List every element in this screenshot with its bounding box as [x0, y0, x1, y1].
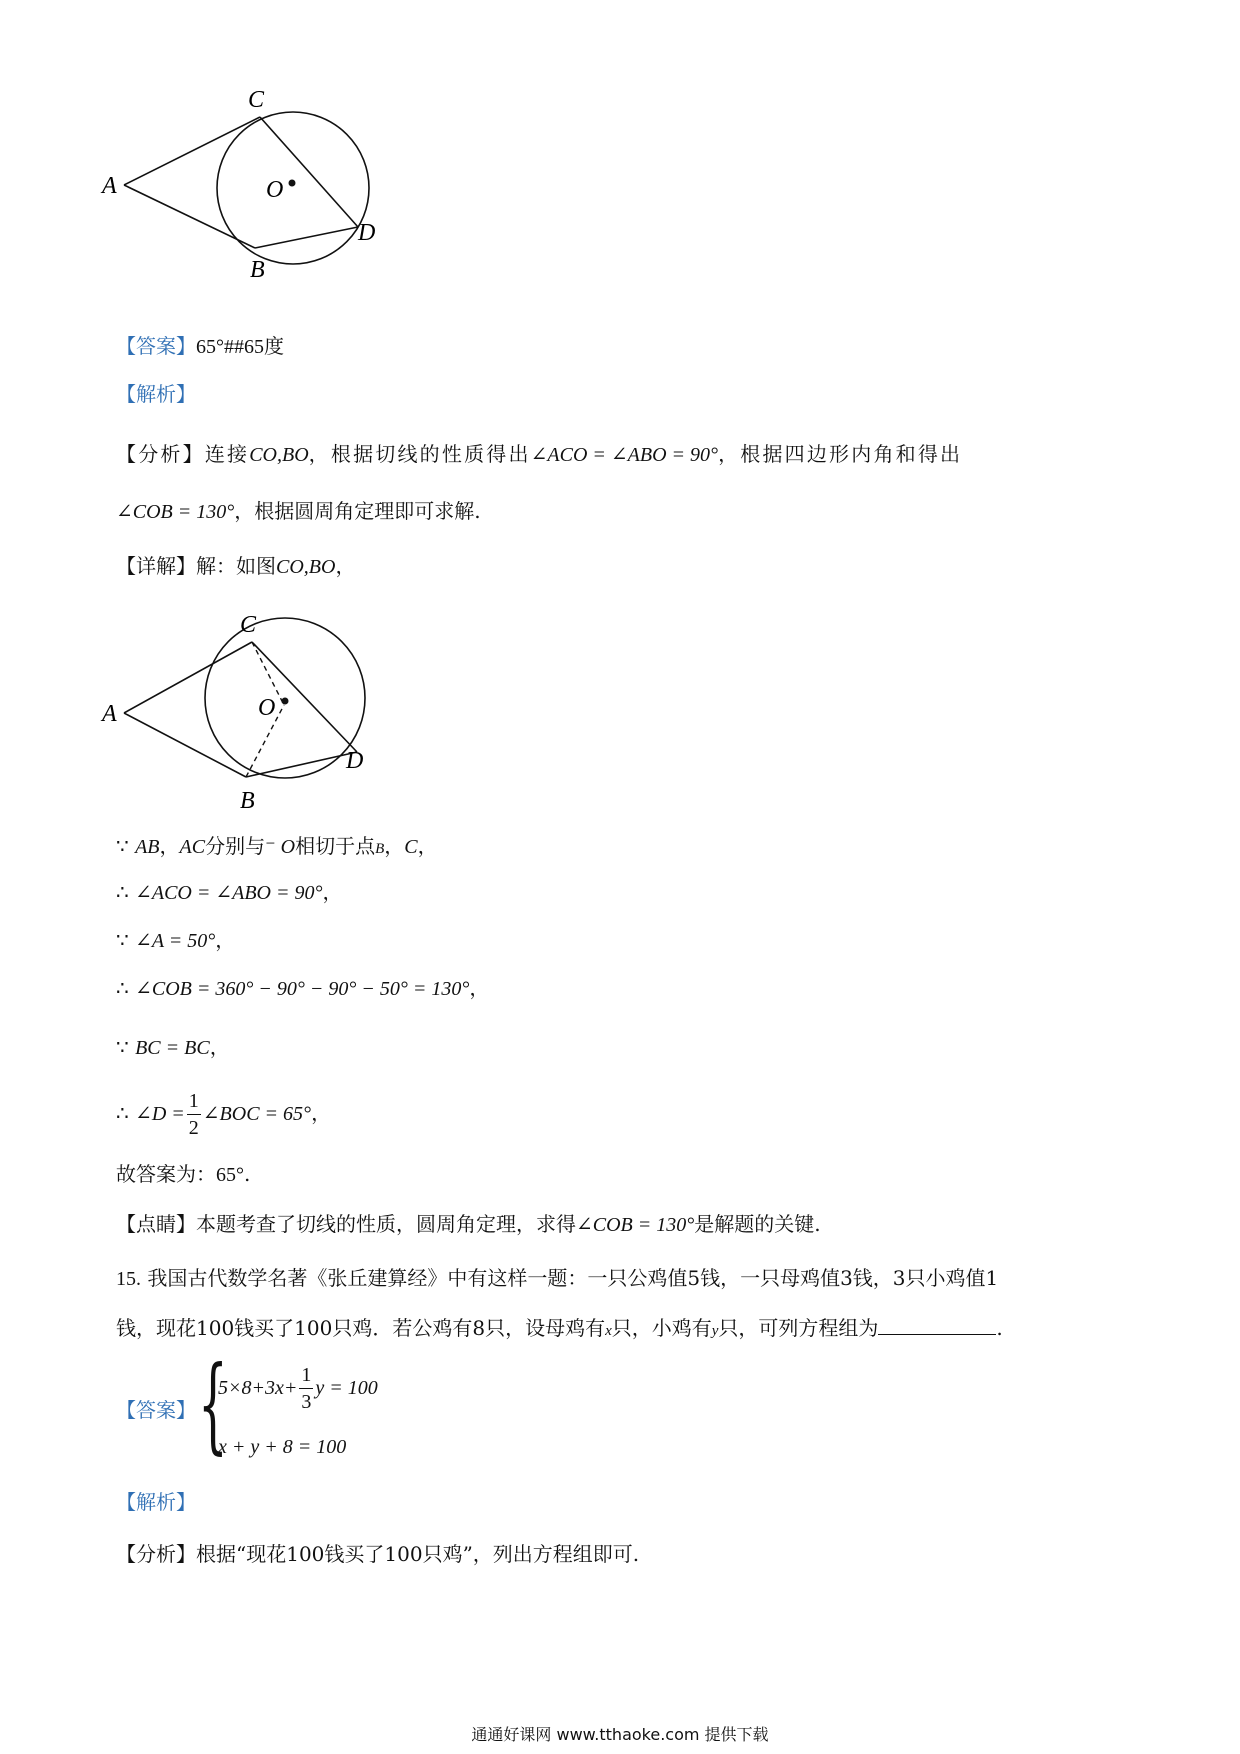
page-footer: 通通好课网 www.tthaoke.com 提供下载 [471, 1725, 769, 1744]
chord-bd [246, 752, 357, 777]
geometry-diagram-1 [100, 85, 420, 295]
q15-answer-tag-line [116, 1396, 196, 1424]
step-math-b: ∠BOC = 65° [202, 1103, 312, 1125]
eq2: x + y + 8 = 100 [218, 1436, 347, 1458]
therefore-symbol: ∴ [116, 1101, 129, 1125]
fenxi-text-c: ，根据四边形内角和得出 [718, 442, 963, 466]
fraction-denominator: 2 [188, 1117, 199, 1139]
step-2 [116, 878, 342, 907]
eq1-part-b: y = 100 [315, 1377, 378, 1399]
label-b: B [250, 257, 265, 283]
label-o: O [258, 695, 276, 721]
tangent-ab [124, 185, 255, 248]
q15-line-2 [116, 1314, 1003, 1345]
conclusion-end: . [244, 1162, 251, 1186]
fenxi-text-a: 连接 [204, 442, 250, 466]
equation-2 [218, 1432, 346, 1461]
q15-text-2a: 钱，现花100钱买了100只鸡．若公鸡有8只，设母鸡有 [116, 1316, 606, 1340]
step-math: ∠A = 50° [135, 930, 216, 952]
step-5 [116, 1033, 230, 1062]
analysis-tag: 【解析】 [116, 382, 196, 406]
answer-blank[interactable] [878, 1316, 996, 1335]
label-d: D [358, 220, 376, 246]
variable-y: y [711, 1323, 719, 1339]
step-text-2: 分别与 [205, 834, 266, 858]
fenxi-tag: 【分析】 [116, 1542, 196, 1566]
center-point-o [282, 698, 289, 705]
step-1 [116, 832, 438, 863]
detail-end: ， [335, 554, 356, 578]
fenxi-text: 根据“现花100钱买了100只鸡”，列出方程组即可. [196, 1542, 640, 1566]
fenxi-math-1: CO,BO [249, 444, 309, 466]
chord-cd [260, 117, 358, 227]
answer-line-14 [116, 332, 284, 361]
tangent-ac [124, 642, 252, 713]
step-text-3: 相切于点 [295, 834, 376, 858]
label-c: C [240, 612, 257, 638]
fraction-one-third [299, 1362, 313, 1415]
q15-text-1: 我国古代数学名著《张丘建算经》中有这样一题：一只公鸡值5钱，一只母鸡值3钱，3只小鸡值1 [147, 1266, 999, 1290]
label-b: B [240, 788, 255, 813]
dianjing-line [116, 1210, 821, 1239]
because-symbol: ∵ [116, 1035, 129, 1059]
dianjing-text-a: 本题考查了切线的性质，圆周角定理，求得 [196, 1212, 576, 1236]
detail-text: 解：如图 [196, 554, 276, 578]
step-text-4: ， [384, 834, 405, 858]
step-math: BC = BC [135, 1037, 210, 1059]
conclusion-value: 65° [216, 1164, 244, 1186]
analysis-heading-14 [116, 380, 196, 408]
detail-math: CO,BO [276, 556, 336, 578]
fenxi-tag: 【分析】 [116, 442, 205, 466]
dianjing-text-b: 是解题的关键. [694, 1212, 821, 1236]
fenxi-math-3: ∠COB = 130° [116, 501, 235, 523]
fraction-numerator: 1 [299, 1362, 313, 1389]
detail-line [116, 552, 355, 581]
q15-line-1 [116, 1264, 998, 1293]
step-math: ∠COB = 360° − 90° − 90° − 50° = 130° [135, 978, 470, 1000]
fenxi-line-1 [116, 440, 962, 469]
therefore-symbol: ∴ [116, 976, 129, 1000]
q15-text-2c: 只，可列方程组为 [718, 1316, 879, 1340]
eq1-part-a: 5×8+3x+ [218, 1377, 298, 1399]
fenxi-math-2: ∠ACO = ∠ABO = 90° [530, 444, 719, 466]
because-symbol: ∵ [116, 834, 129, 858]
variable-x: x [605, 1323, 612, 1339]
label-a: A [102, 701, 117, 727]
q15-analysis-heading [116, 1488, 196, 1516]
detail-tag: 【详解】 [116, 554, 196, 578]
label-a: A [102, 173, 117, 199]
fenxi-line-2 [116, 497, 481, 526]
fraction-numerator: 1 [187, 1088, 201, 1115]
tangent-ab [124, 713, 246, 777]
answer-tag: 【答案】 [116, 334, 196, 358]
step-math-4: B [375, 841, 385, 857]
step-text: ， [322, 880, 343, 904]
step-math: AB [135, 836, 160, 858]
answer-value: 65°##65度 [196, 336, 284, 358]
question-number: 15. [116, 1268, 141, 1290]
dianjing-tag: 【点睛】 [116, 1212, 196, 1236]
step-text: ， [209, 1035, 230, 1059]
step-text: ， [215, 928, 236, 952]
center-point-o [289, 180, 296, 187]
step-math: ∠ACO = ∠ABO = 90° [135, 882, 323, 904]
q15-fenxi-line [116, 1540, 639, 1568]
because-symbol: ∵ [116, 928, 129, 952]
step-math-2: AC [179, 836, 206, 858]
fenxi-text-d: ，根据圆周角定理即可求解. [234, 499, 481, 523]
q15-text-2b: 只，小鸡有 [611, 1316, 712, 1340]
fenxi-text-b: ，根据切线的性质得出 [308, 442, 531, 466]
tangent-ac [124, 117, 260, 185]
label-o: O [266, 177, 284, 203]
equation-1 [218, 1362, 378, 1415]
step-math-3: ⁻ O [265, 836, 296, 858]
label-d: D [346, 748, 364, 774]
step-6 [116, 1083, 331, 1144]
geometry-diagram-2 [100, 598, 420, 813]
step-text: ， [311, 1101, 332, 1125]
step-4 [116, 974, 489, 1003]
answer-tag: 【答案】 [116, 1398, 196, 1422]
conclusion-line [116, 1160, 250, 1189]
step-text-5: ， [417, 834, 438, 858]
q15-end: . [996, 1316, 1003, 1340]
system-brace: { [198, 1343, 228, 1465]
step-text: ， [159, 834, 180, 858]
analysis-tag: 【解析】 [116, 1490, 196, 1514]
dianjing-math: ∠COB = 130° [576, 1214, 695, 1236]
step-math-a: ∠D = [135, 1103, 185, 1125]
conclusion-text: 故答案为： [116, 1162, 216, 1186]
fraction-denominator: 3 [301, 1391, 312, 1413]
step-text: ， [469, 976, 490, 1000]
label-c: C [248, 87, 265, 113]
step-3 [116, 926, 235, 955]
therefore-symbol: ∴ [116, 880, 129, 904]
fraction-one-half [187, 1088, 201, 1141]
step-math-5: C [404, 836, 418, 858]
